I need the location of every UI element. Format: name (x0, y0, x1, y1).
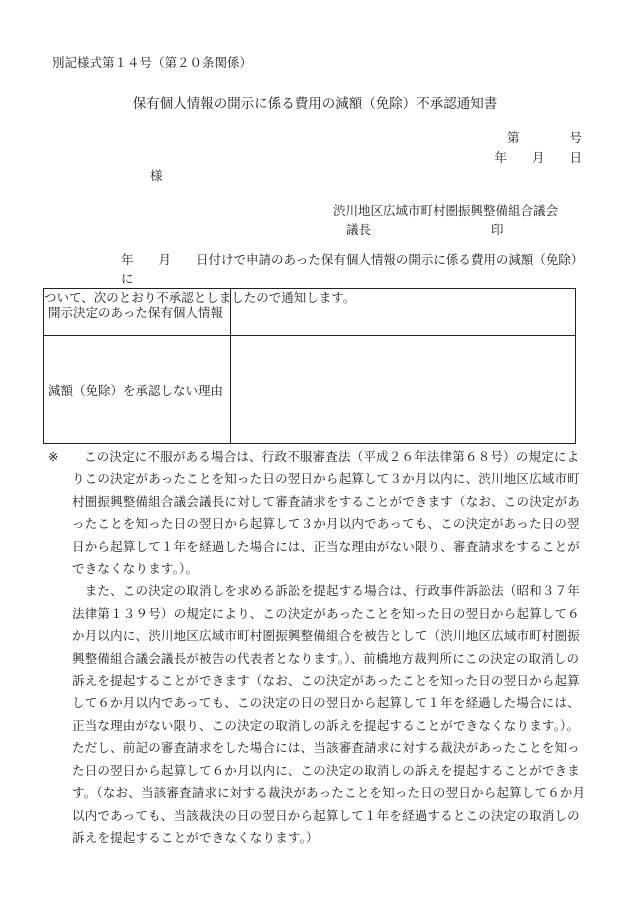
note-text-2: また、この決定の取消しを求める訴訟を提起する場合は、行政事件訴訟法（昭和３７年法律第１３９号）の規定により、この決定があったことを知った日の翌日から起算して６か月以内に、渋川地区広域市町村圏振興整備組合を被告として（渋川地区広域市町村圏振興整備組合議会議長が被告の代表者となります。）、前橋地方裁判所にこの決定の取消しの訴えを提起することができます（なお、この決定があったことを知った日の翌日から起算して６か月以内であっても、この決定の日の翌日から起算して１年を経過した場合には、正当な理由がない限り、この決定の取消しの訴えを提起することができなくなります。）。ただし、前記の審査請求をした場合には、当該審査請求に対する裁決があったことを知った日の翌日から起算して６か月以内に、この決定の取消しの訴えを提起することができます。（なお、当該審査請求に対する裁決があったことを知った日の翌日から起算して６か月以内であっても、当該裁決の日の翌日から起算して１年を経過するとこの決定の取消しの訴えを提起することができなくなります。） (72, 583, 586, 845)
note-text-1: この決定に不服がある場合は、行政不服審査法（平成２６年法律第６８号）の規定によりこの決定があったことを知った日の翌日から起算して３か月以内に、渋川地区広域市町村圏振興整備組合議会議長に対して審査請求をすることができます（なお、この決定があったことを知った日の翌日から起算して３か月以内であっても、この決定があった日の翌日から起算して１年を経過した場合には、正当な理由がない限り、審査請求をすることができなくなります。）。 (72, 449, 581, 577)
notes-section (48, 446, 590, 849)
form-number: 別記様式第１４号（第２０条関係） (52, 55, 253, 70)
note-mark: ※ (48, 449, 59, 464)
row2-value (231, 336, 576, 444)
info-table (43, 288, 576, 444)
body-line-2: ついて、次のとおり不承認としましたので通知します。 (44, 290, 356, 305)
date-line: 年 月 日 (494, 150, 582, 165)
document-number-line: 第 号 (506, 130, 582, 145)
note-paragraph-2 (60, 580, 590, 849)
sender-title: 議長 (346, 222, 372, 237)
note-paragraph-1 (48, 446, 590, 580)
body-line-1: 年 月 日付けで申請のあった保有個人情報の開示に係る費用の減額（免除）に (121, 252, 584, 286)
table-row (44, 336, 576, 444)
sender-organization: 渋川地区広域市町村圏振興整備組合議会 (333, 203, 559, 218)
sender-seal: 印 (491, 222, 504, 237)
row1-label: 開示決定のあった保有個人情報 (44, 289, 231, 336)
row1-value (231, 289, 576, 336)
addressee: 様 (150, 168, 163, 183)
table-row (44, 289, 576, 336)
row2-label: 減額（免除）を承認しない理由 (44, 336, 231, 444)
document-title: 保有個人情報の開示に係る費用の減額（免除）不承認通知書 (132, 96, 498, 112)
